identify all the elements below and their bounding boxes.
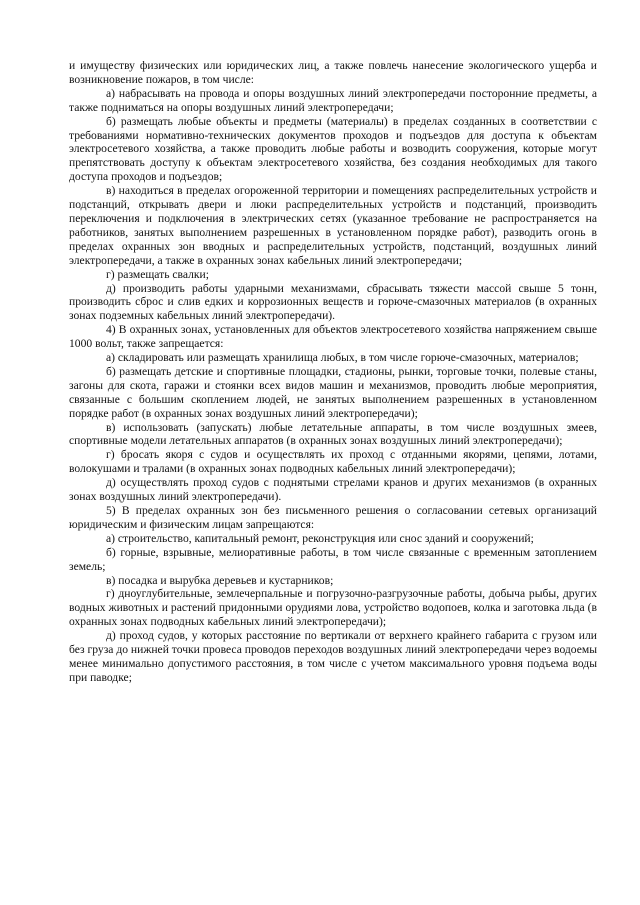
paragraph-section-5-item-a: а) строительство, капитальный ремонт, реконструкция или снос зданий и сооружений; bbox=[106, 531, 534, 545]
paragraph-item-d: д) производить работы ударными механизмами, сбрасывать тяжести массой свыше 5 тонн, производить сброс и слив едких и коррозионных веществ и горюче-смазочных материалов (в охранных зонах подземных кабельных линий электропередачи). bbox=[69, 281, 597, 323]
paragraph-section-4-item-d: д) осуществлять проход судов с поднятыми стрелами кранов и других механизмов (в охранных зонах воздушных линий электропередачи). bbox=[69, 476, 597, 504]
paragraph-section-5-item-v: в) посадка и вырубка деревьев и кустарников; bbox=[106, 573, 334, 587]
paragraph-item-v: в) находиться в пределах огороженной территории и помещениях распределительных устройств и подстанций, открывать двери и люки распределительных устройств и подстанций, производить переключения и подключения в электрических сетях (указанное требование не распространяется на работников, занятых выполнением разрешенных в установленном порядке работ), разводить огонь в пределах охранных зон вводных и распределительных устройств, подстанций, воздушных линий электропередачи, а также в охранных зонах кабельных линий электропередачи; bbox=[69, 184, 597, 267]
paragraph-item-b: б) размещать любые объекты и предметы (материалы) в пределах созданных в соответствии с требованиями нормативно-технических документов проходов и подъездов для доступа к объектам электросетевого хозяйства, а также проводить любые работы и возводить сооружения, которые могут препятствовать доступу к объектам электросетевого хозяйства, без создания необходимых для такого доступа проходов и подъездов; bbox=[69, 114, 597, 184]
paragraph-section-4-item-b: б) размещать детские и спортивные площадки, стадионы, рынки, торговые точки, полевые станы, загоны для скота, гаражи и стоянки всех видов машин и механизмов, проводить любые мероприятия, связанные с большим скоплением людей, не занятых выполнением разрешенных в установленном порядке работ (в охранных зонах воздушных линий электропередачи); bbox=[69, 364, 597, 420]
paragraph-section-5-item-g: г) дноуглубительные, землечерпальные и погрузочно-разгрузочные работы, добыча рыбы, других водных животных и растений придонными орудиями лова, устройство водопоев, колка и заготовка льда (в охранных зонах подводных кабельных линий электропередачи); bbox=[69, 587, 597, 629]
paragraph-section-4: 4) В охранных зонах, установленных для объектов электросетевого хозяйства напряжением свыше 1000 вольт, также запрещается: bbox=[69, 323, 597, 351]
paragraph-section-5: 5) В пределах охранных зон без письменного решения о согласовании сетевых организаций юридическим и физическим лицам запрещаются: bbox=[69, 504, 597, 531]
paragraph-section-4-item-a: а) складировать или размещать хранилища любых, в том числе горюче-смазочных, материалов; bbox=[106, 351, 579, 365]
paragraph-item-g: г) размещать свалки; bbox=[106, 267, 209, 281]
document-body bbox=[69, 59, 597, 685]
paragraph-section-4-item-v: в) использовать (запускать) любые летательные аппараты, в том числе воздушных змеев, спортивные модели летательных аппаратов (в охранных зонах воздушных линий электропередачи); bbox=[69, 420, 597, 448]
paragraph-continuation: и имуществу физических или юридических лиц, а также повлечь нанесение экологического ущерба и возникновение пожаров, в том числе: bbox=[69, 59, 597, 86]
paragraph-section-4-item-g: г) бросать якоря с судов и осуществлять их проход с отданными якорями, цепями, лотами, волокушами и тралами (в охранных зонах подводных кабельных линий электропередачи); bbox=[69, 448, 597, 476]
paragraph-section-5-item-b: б) горные, взрывные, мелиоративные работы, в том числе связанные с временным затоплением земель; bbox=[69, 545, 597, 573]
paragraph-item-a: а) набрасывать на провода и опоры воздушных линий электропередачи посторонние предметы, а также подниматься на опоры воздушных линий электропередачи; bbox=[69, 86, 597, 114]
paragraph-section-5-item-d: д) проход судов, у которых расстояние по вертикали от верхнего крайнего габарита с грузом или без груза до нижней точки провеса проводов переходов воздушных линий электропередачи через водоемы менее минимально допустимого расстояния, в том числе с учетом максимального уровня подъема воды при паводке; bbox=[69, 629, 598, 684]
